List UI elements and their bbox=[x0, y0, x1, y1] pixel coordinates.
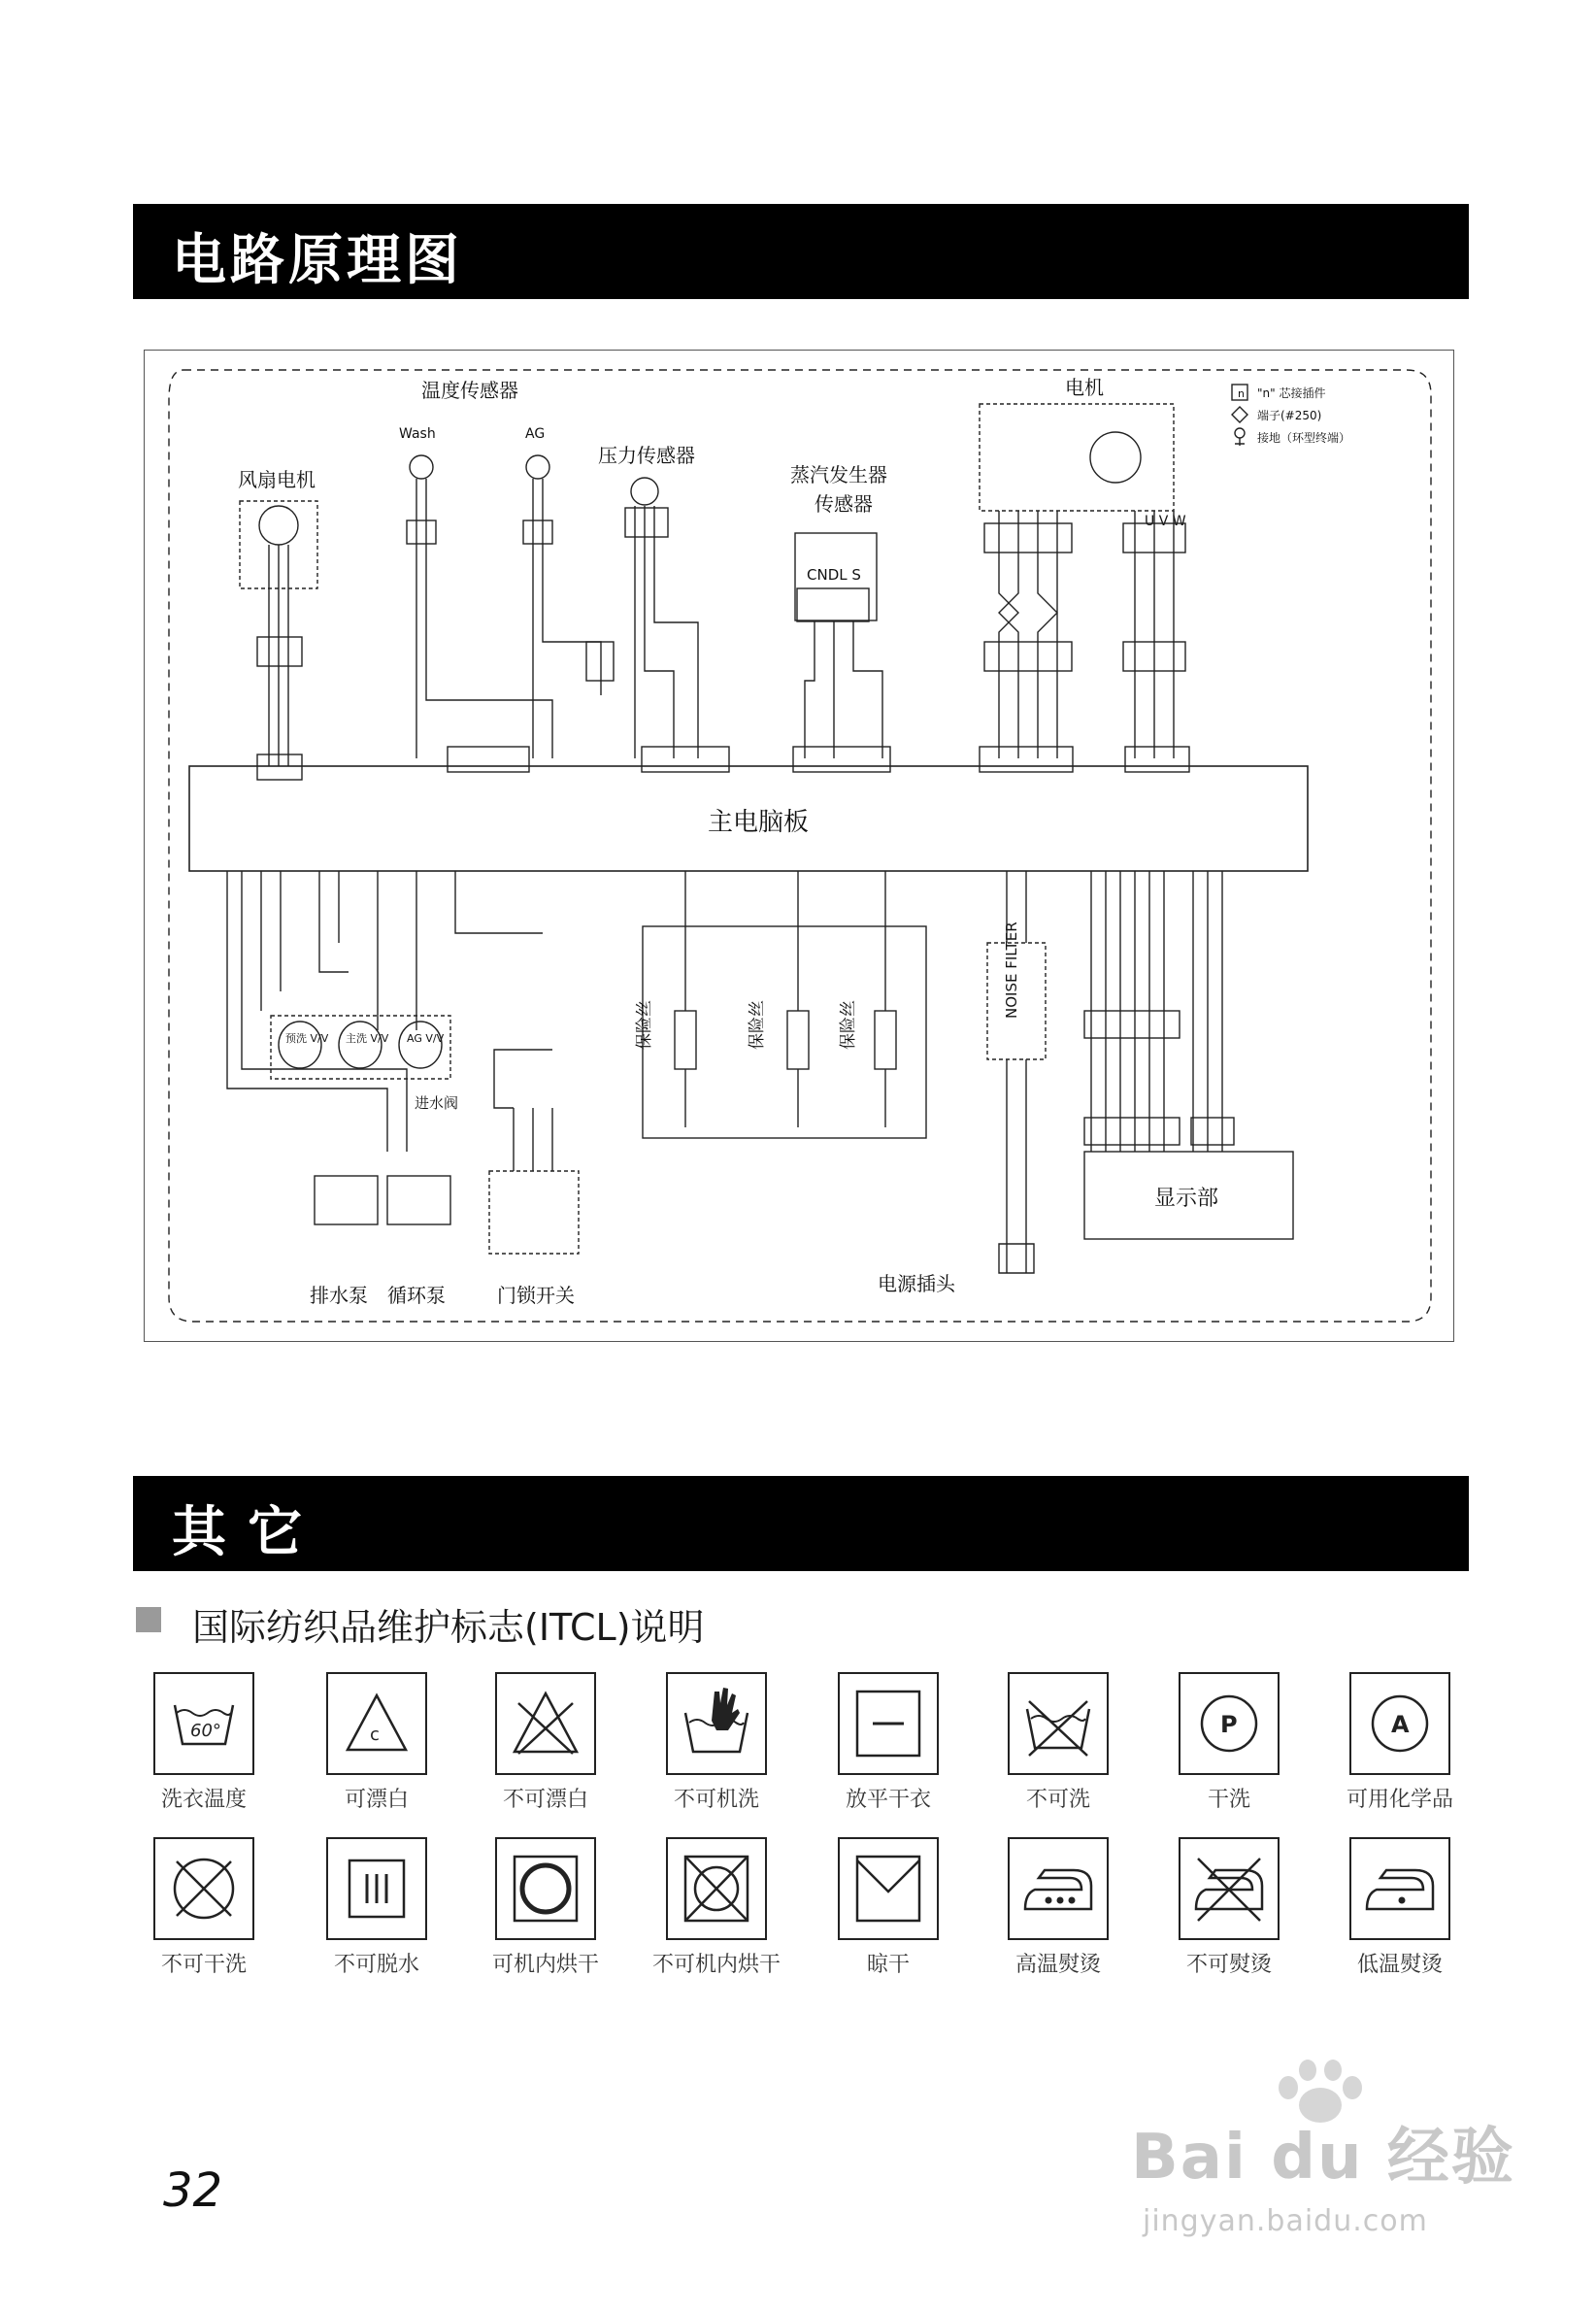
itcl-symbol-wash-temp bbox=[136, 1672, 272, 1816]
prewash-valve-icon bbox=[279, 1022, 321, 1068]
fuse-2-icon bbox=[787, 1011, 809, 1069]
no-tumble-dry-icon bbox=[668, 1839, 765, 1938]
motor-icon bbox=[1090, 432, 1141, 483]
itcl-symbol-line-dry bbox=[820, 1837, 956, 1981]
itcl-symbol-bleach bbox=[309, 1672, 445, 1816]
svg-text:CNDL S: CNDL S bbox=[807, 566, 861, 584]
symbol-label: 不可洗 bbox=[1025, 1788, 1090, 1812]
symbol-label: 不可脱水 bbox=[333, 1953, 419, 1977]
svg-text:保险丝: 保险丝 bbox=[839, 1000, 858, 1050]
power-plug-icon bbox=[999, 1244, 1034, 1273]
circ-pump-icon bbox=[387, 1176, 450, 1224]
itcl-heading: 国际纺织品维护标志(ITCL)说明 bbox=[192, 1606, 705, 1649]
itcl-symbol-iron-high bbox=[990, 1837, 1126, 1981]
section-header-circuit bbox=[133, 204, 1469, 299]
temp-wash-label: Wash bbox=[399, 426, 436, 442]
symbol-label: 干洗 bbox=[1207, 1788, 1250, 1812]
legend-terminal-label: 端子(#250) bbox=[1257, 409, 1322, 422]
symbol-label: 可用化学品 bbox=[1346, 1788, 1453, 1812]
dashed-boundary bbox=[169, 370, 1431, 1322]
no-dry-clean-icon bbox=[155, 1839, 252, 1938]
circ-pump-label: 循环泵 bbox=[387, 1284, 446, 1307]
symbol-label: 可漂白 bbox=[344, 1788, 409, 1812]
itcl-symbol-no-wash bbox=[990, 1672, 1126, 1816]
svg-text:P: P bbox=[1220, 1711, 1238, 1738]
drain-pump-icon bbox=[315, 1176, 378, 1224]
svg-text:60°: 60° bbox=[190, 1721, 221, 1741]
symbol-label: 不可漂白 bbox=[502, 1788, 588, 1812]
no-iron-icon bbox=[1180, 1839, 1278, 1938]
itcl-symbol-no-spin bbox=[309, 1837, 445, 1981]
power-plug-label: 电源插头 bbox=[878, 1272, 955, 1295]
display-label: 显示部 bbox=[1154, 1187, 1219, 1211]
section-title: 其它 bbox=[172, 1501, 323, 1564]
svg-text:A: A bbox=[1391, 1711, 1410, 1738]
itcl-symbol-dry-clean bbox=[1161, 1672, 1297, 1816]
dry-clean-p-icon bbox=[1180, 1674, 1278, 1773]
bullet-square-icon bbox=[136, 1607, 161, 1632]
legend-n-label: "n" 芯接插件 bbox=[1257, 386, 1326, 400]
svg-text:AG V/V: AG V/V bbox=[407, 1032, 445, 1045]
svg-text:n: n bbox=[1238, 387, 1245, 400]
symbol-label: 低温熨烫 bbox=[1356, 1953, 1443, 1977]
inlet-valve-label: 进水阀 bbox=[415, 1094, 459, 1112]
symbol-label: 不可机内烘干 bbox=[651, 1953, 781, 1977]
drain-pump-label: 排水泵 bbox=[310, 1284, 368, 1307]
temp-sensor-ag-icon bbox=[526, 455, 549, 479]
temp-ag-label: AG bbox=[525, 426, 546, 442]
svg-text:c: c bbox=[370, 1725, 380, 1745]
symbol-label: 晾干 bbox=[866, 1953, 910, 1977]
steam-sensor-label-1: 蒸汽发生器 bbox=[790, 463, 887, 486]
door-lock-label: 门锁开关 bbox=[497, 1284, 575, 1307]
itcl-symbol-dry-flat bbox=[820, 1672, 956, 1816]
iron-high-icon bbox=[1010, 1839, 1107, 1938]
itcl-symbol-no-dry-clean bbox=[136, 1837, 272, 1981]
symbol-label: 不可熨烫 bbox=[1185, 1953, 1272, 1977]
svg-text:保险丝: 保险丝 bbox=[635, 1000, 654, 1050]
motor-label: 电机 bbox=[1065, 376, 1104, 399]
main-valve-icon bbox=[339, 1022, 382, 1068]
svg-text:主洗 V/V: 主洗 V/V bbox=[346, 1032, 389, 1045]
baidu-watermark bbox=[1131, 2059, 1539, 2253]
itcl-symbol-tumble-dry bbox=[478, 1837, 614, 1981]
main-board-label: 主电脑板 bbox=[708, 808, 810, 837]
iron-low-icon bbox=[1351, 1839, 1448, 1938]
temp-sensor-wash-icon bbox=[410, 455, 433, 479]
legend-terminal-icon bbox=[1232, 407, 1247, 422]
itcl-symbol-iron-low bbox=[1332, 1837, 1468, 1981]
door-lock-box bbox=[489, 1171, 579, 1254]
symbol-label: 洗衣温度 bbox=[160, 1788, 247, 1812]
symbol-label: 可机内烘干 bbox=[491, 1953, 599, 1977]
watermark-url: jingyan.baidu.com bbox=[1143, 2204, 1428, 2238]
dry-flat-icon bbox=[840, 1674, 937, 1773]
steam-sensor-label-2: 传感器 bbox=[815, 492, 873, 516]
section-title: 电路原理图 bbox=[172, 229, 463, 292]
svg-text:U V W: U V W bbox=[1145, 514, 1186, 529]
fuse-1-icon bbox=[675, 1011, 696, 1069]
symbol-label: 不可干洗 bbox=[160, 1953, 247, 1977]
fan-motor-icon bbox=[259, 506, 298, 545]
legend-ground-label: 接地（环型终端） bbox=[1257, 431, 1351, 445]
symbol-label: 不可机洗 bbox=[673, 1788, 759, 1812]
section-header-other bbox=[133, 1476, 1469, 1571]
no-wash-icon bbox=[1010, 1674, 1107, 1773]
ag-valve-icon bbox=[399, 1022, 442, 1068]
itcl-symbol-no-iron bbox=[1161, 1837, 1297, 1981]
symbol-label: 高温熨烫 bbox=[1014, 1953, 1101, 1977]
itcl-symbol-no-bleach bbox=[478, 1672, 614, 1816]
fan-motor-label: 风扇电机 bbox=[238, 468, 316, 491]
page-number: 32 bbox=[163, 2163, 223, 2218]
circuit-diagram bbox=[144, 350, 1454, 1342]
itcl-symbol-hand-wash bbox=[648, 1672, 784, 1816]
watermark-logo: Bai du 经验 bbox=[1131, 2122, 1515, 2194]
hand-wash-icon bbox=[668, 1674, 765, 1773]
pressure-sensor-label: 压力传感器 bbox=[598, 444, 695, 467]
pressure-sensor-icon bbox=[631, 478, 658, 505]
no-spin-icon bbox=[328, 1839, 425, 1938]
chemical-a-icon bbox=[1351, 1674, 1448, 1773]
svg-text:预洗 V/V: 预洗 V/V bbox=[285, 1032, 329, 1045]
no-bleach-icon bbox=[497, 1674, 594, 1773]
symbol-label: 放平干衣 bbox=[845, 1788, 931, 1812]
line-dry-icon bbox=[840, 1839, 937, 1938]
svg-text:NOISE FILTER: NOISE FILTER bbox=[1003, 921, 1020, 1019]
temp-sensor-label: 温度传感器 bbox=[421, 379, 518, 402]
fuse-3-icon bbox=[875, 1011, 896, 1069]
tumble-dry-icon bbox=[497, 1839, 594, 1938]
wash-temp-icon bbox=[155, 1674, 252, 1773]
svg-text:保险丝: 保险丝 bbox=[748, 1000, 767, 1050]
itcl-symbol-chemical bbox=[1332, 1672, 1468, 1816]
legend-ground-icon bbox=[1235, 428, 1245, 438]
motor-box bbox=[980, 404, 1174, 511]
bleach-icon bbox=[328, 1674, 425, 1773]
itcl-symbol-no-tumble-dry bbox=[648, 1837, 784, 1981]
